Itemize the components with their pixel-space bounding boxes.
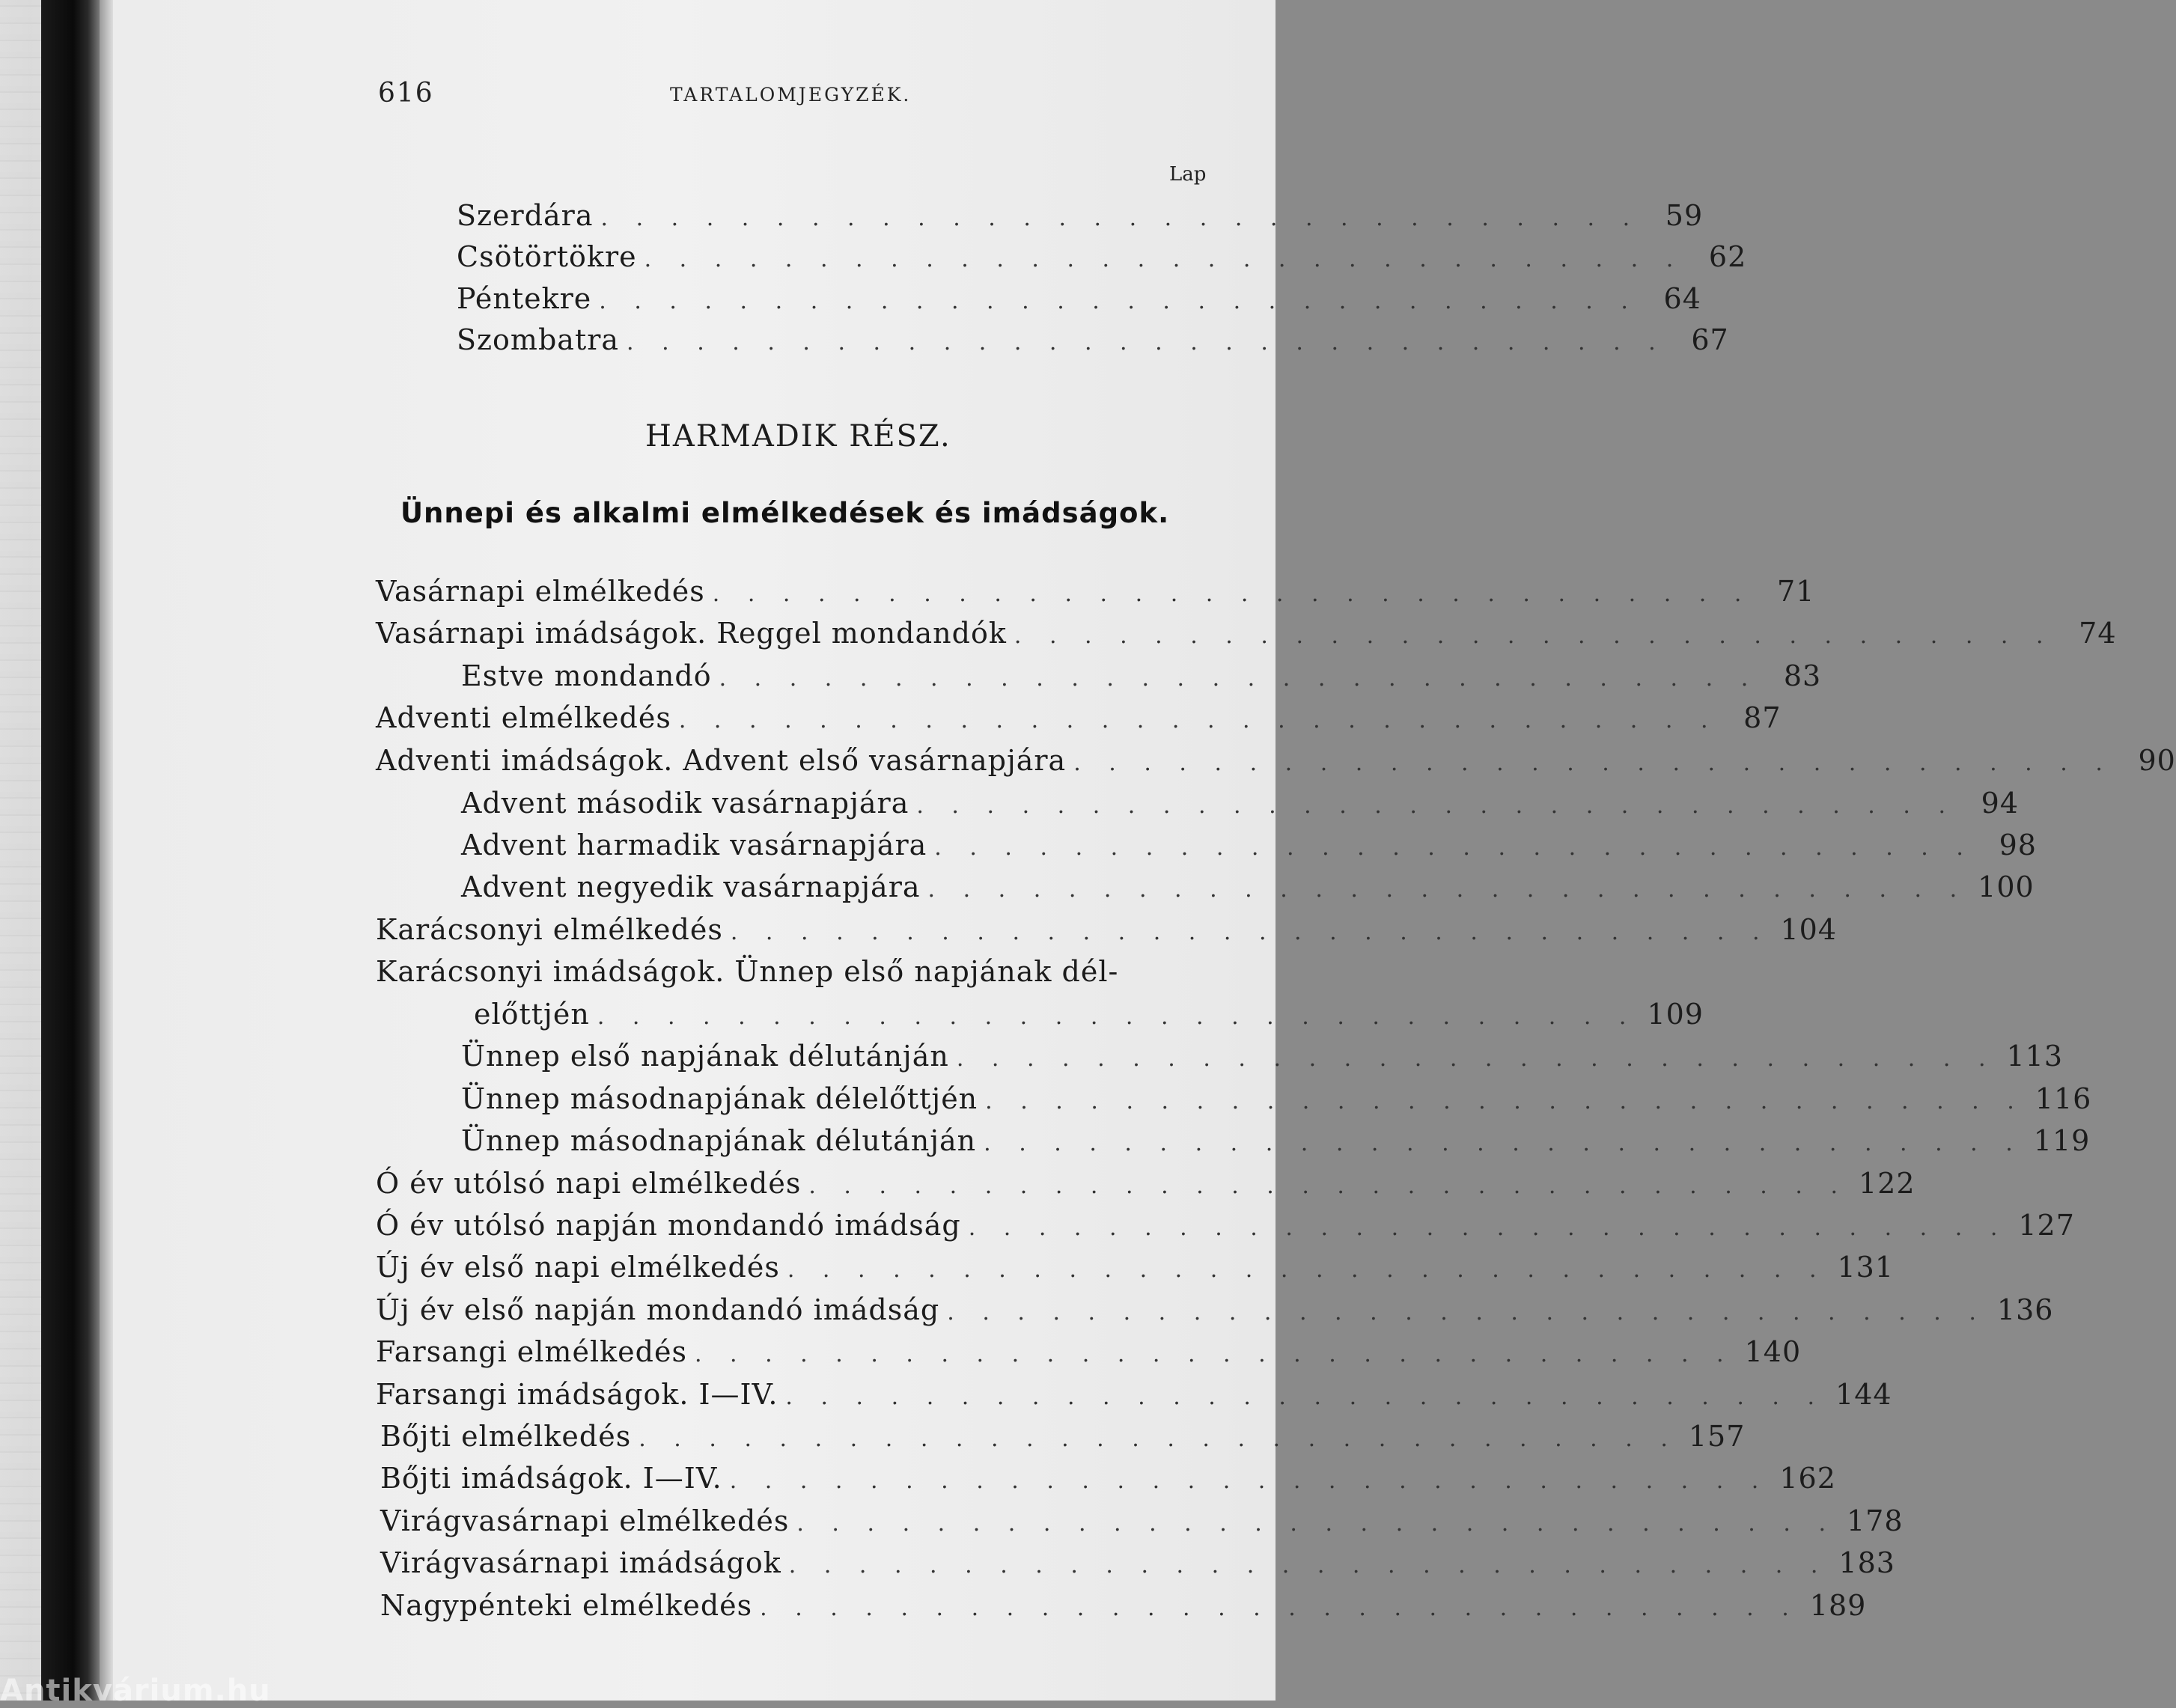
part-title: HARMADIK RÉSZ. [645,419,951,454]
leader-dots: . . . . . . . . . . . . . . . . . . . . . . . . . . . . . . [787,1257,1827,1283]
toc-entry-title: Csötörtökre [457,240,637,273]
toc-entry-page: 189 [1809,1589,1867,1622]
toc-entry-title: előttjén [474,998,590,1031]
leader-dots: . . . . . . . . . . . . . . . . . . . . . . . . . . . . . . [916,793,1956,819]
toc-subentry [461,1040,2064,1073]
toc-entry-title: Péntekre [457,282,592,315]
toc-entry-page: 64 [1663,282,1701,315]
toc-entry-page: 104 [1780,913,1838,946]
toc-entry-page: 67 [1691,323,1729,356]
leader-dots: . . . . . . . . . . . . . . . . . . . . . . . . . . . . . . [808,1173,1848,1199]
toc-entry-title: Új év első napi elmélkedés [376,1251,780,1284]
leader-dots: . . . . . . . . . . . . . . . . . . . . . . . . . . . . . . [729,1468,1770,1494]
book-spine [41,0,100,1701]
toc-entry-page: 157 [1688,1420,1746,1453]
watermark: Antikvárium.hu [0,1674,271,1708]
toc-entry [376,913,1838,946]
toc-entry-title: Ó év utólsó napján mondandó imádság [376,1209,961,1242]
toc-subentry [461,870,2035,903]
leader-dots: . . . . . . . . . . . . . . . . . . . . . . . . . . . . . . [730,919,1770,945]
toc-entry-page: 87 [1743,701,1782,734]
toc-entry [457,323,1729,356]
toc-entry [376,1167,1916,1200]
toc-entry-title: Új év első napján mondandó imádság [376,1293,940,1326]
toc-entry [376,1335,1802,1368]
toc-entry [376,955,1220,988]
leader-dots: . . . . . . . . . . . . . . . . . . . . . . . . . . . . . . [694,1341,1734,1367]
leader-dots: . . . . . . . . . . . . . . . . . . . . . . . . . . . . . . [1014,623,2054,649]
toc-entry-page: 113 [2006,1040,2064,1073]
toc-entry-page: 94 [1981,787,2019,820]
leader-dots: . . . . . . . . . . . . . . . . . . . . . . . . . . . . . . [934,835,1974,861]
toc-subentry [461,787,2019,820]
toc-entry-title: Advent negyedik vasárnapjára [461,870,921,903]
toc-entry [380,1589,1867,1622]
toc-entry-page: 140 [1744,1335,1802,1368]
toc-entry [457,199,1704,232]
toc-entry-title: Karácsonyi elmélkedés [376,913,723,946]
toc-entry-page: 59 [1665,199,1704,232]
toc-entry [457,240,1747,273]
toc-entry [380,1546,1895,1579]
leader-dots: . . . . . . . . . . . . . . . . . . . . . . . . . . . . . . [985,1088,2025,1114]
running-head [378,78,1201,108]
toc-subentry [461,829,2037,861]
leader-dots: . . . . . . . . . . . . . . . . . . . . . . . . . . . . . . [678,707,1719,733]
toc-entry-title: Bőjti elmélkedés [380,1420,632,1453]
toc-entry-page: 90 [2138,744,2176,777]
toc-entry-title: Adventi elmélkedés [376,701,671,734]
toc-subentry [461,1082,2092,1115]
toc-entry-page: 109 [1647,998,1704,1031]
toc-entry-title: Bőjti imádságok. I—IV. [380,1462,722,1495]
leader-dots: . . . . . . . . . . . . . . . . . . . . . . . . . . . . . . [719,665,1759,692]
toc-entry-title: Szombatra [457,323,620,356]
leader-dots: . . . . . . . . . . . . . . . . . . . . . . . . . . . . . . [600,205,1641,231]
leader-dots: . . . . . . . . . . . . . . . . . . . . . . . . . . . . . . [599,288,1639,314]
leader-dots: . . . . . . . . . . . . . . . . . . . . . . . . . . . . . . [760,1595,1799,1621]
toc-entry-page: 183 [1838,1546,1895,1579]
leader-dots: . . . . . . . . . . . . . . . . . . . . . . . . . . . . . . [956,1046,1996,1072]
toc-entry-page: 136 [1996,1293,2054,1326]
toc-entry [380,1504,1904,1537]
leader-dots: . . . . . . . . . . . . . . . . . . . . . . . . . . . . . . [947,1299,1987,1326]
page-header-title: TARTALOMJEGYZÉK. [670,84,912,106]
leader-dots: . . . . . . . . . . . . . . . . . . . . . . . . . . . . . . [597,1004,1637,1030]
toc-entry-page: 131 [1837,1251,1895,1284]
toc-entry-title: Advent második vasárnapjára [461,787,909,820]
toc-entry-title: Nagypénteki elmélkedés [380,1589,753,1622]
page-number: 616 [378,78,434,109]
leader-dots: . . . . . . . . . . . . . . . . . . . . . . . . . . . . . . [644,246,1684,272]
leader-dots: . . . . . . . . . . . . . . . . . . . . . . . . . . . . . . [788,1552,1829,1579]
toc-entry [380,1420,1746,1453]
leader-dots: . . . . . . . . . . . . . . . . . . . . . . . . . . . . . . [968,1215,2008,1241]
toc-entry-page: 62 [1708,240,1747,273]
toc-entry-title: Farsangi imádságok. I—IV. [376,1378,778,1411]
toc-entry-title: Farsangi elmélkedés [376,1335,687,1368]
toc-entry-title: Ünnep első napjának délutánján [461,1040,949,1073]
toc-entry [376,744,2176,777]
toc-entry-title: Vasárnapi elmélkedés [376,575,705,608]
toc-entry-page: 127 [2018,1209,2075,1242]
toc-entry [376,617,2117,650]
toc-entry [376,701,1782,734]
toc-entry [376,1293,2054,1326]
page-column-label: Lap [1169,163,1207,186]
toc-entry-title: Karácsonyi imádságok. Ünnep első napjának dél- [376,955,1119,988]
leader-dots: . . . . . . . . . . . . . . . . . . . . . . . . . . . . . . [984,1130,2023,1156]
toc-entry-title: Virágvasárnapi elmélkedés [380,1504,790,1537]
leader-dots: . . . . . . . . . . . . . . . . . . . . . . . . . . . . . . [712,581,1752,607]
toc-entry-title: Virágvasárnapi imádságok [380,1546,781,1579]
toc-entry-page: 116 [2035,1082,2092,1115]
leader-dots: . . . . . . . . . . . . . . . . . . . . . . . . . . . . . . [796,1510,1836,1537]
toc-entry-page: 74 [2079,617,2117,650]
toc-entry-title: Advent harmadik vasárnapjára [461,829,927,861]
toc-entry-title: Adventi imádságok. Advent első vasárnapjára [376,744,1067,777]
toc-entry-page: 98 [1999,829,2037,861]
leader-dots: . . . . . . . . . . . . . . . . . . . . . . . . . . . . . . [639,1426,1678,1452]
toc-entry-title: Vasárnapi imádságok. Reggel mondandók [376,617,1007,650]
leader-dots: . . . . . . . . . . . . . . . . . . . . . . . . . . . . . . [1073,750,2113,776]
toc-entry-page: 162 [1779,1462,1836,1495]
toc-entry [376,575,1815,608]
toc-entry [376,1209,2075,1242]
leader-dots: . . . . . . . . . . . . . . . . . . . . . . . . . . . . . . [927,876,1968,903]
toc-entry [457,282,1701,315]
toc-subentry [461,659,1822,692]
toc-entry-page: 178 [1847,1504,1904,1537]
toc-entry-title: Estve mondandó [461,659,712,692]
toc-entry-title: Ünnep másodnapjának délelőttjén [461,1082,978,1115]
toc-entry [376,1378,1892,1411]
toc-entry [380,1462,1836,1495]
gutter-shadow [100,0,113,1701]
toc-entry-page: 83 [1783,659,1822,692]
toc-entry-page: 144 [1835,1378,1892,1411]
toc-entry-title: Ó év utólsó napi elmélkedés [376,1167,802,1200]
leader-dots: . . . . . . . . . . . . . . . . . . . . . . . . . . . . . . [785,1384,1826,1410]
toc-subentry [461,1124,2091,1157]
section-title: Ünnepi és alkalmi elmélkedések és imádságok. [400,497,1170,529]
toc-entry-page: 71 [1777,575,1815,608]
toc-entry-title: Ünnep másodnapjának délutánján [461,1124,977,1157]
toc-entry-page: 122 [1858,1167,1916,1200]
toc-entry-page: 119 [2033,1124,2091,1157]
toc-entry-continuation [474,998,1704,1031]
toc-entry [376,1251,1895,1284]
toc-entry-title: Szerdára [457,199,594,232]
adjacent-page-edge [0,0,41,1701]
leader-dots: . . . . . . . . . . . . . . . . . . . . . . . . . . . . . . [627,329,1666,356]
toc-entry-page: 100 [1978,870,2035,903]
